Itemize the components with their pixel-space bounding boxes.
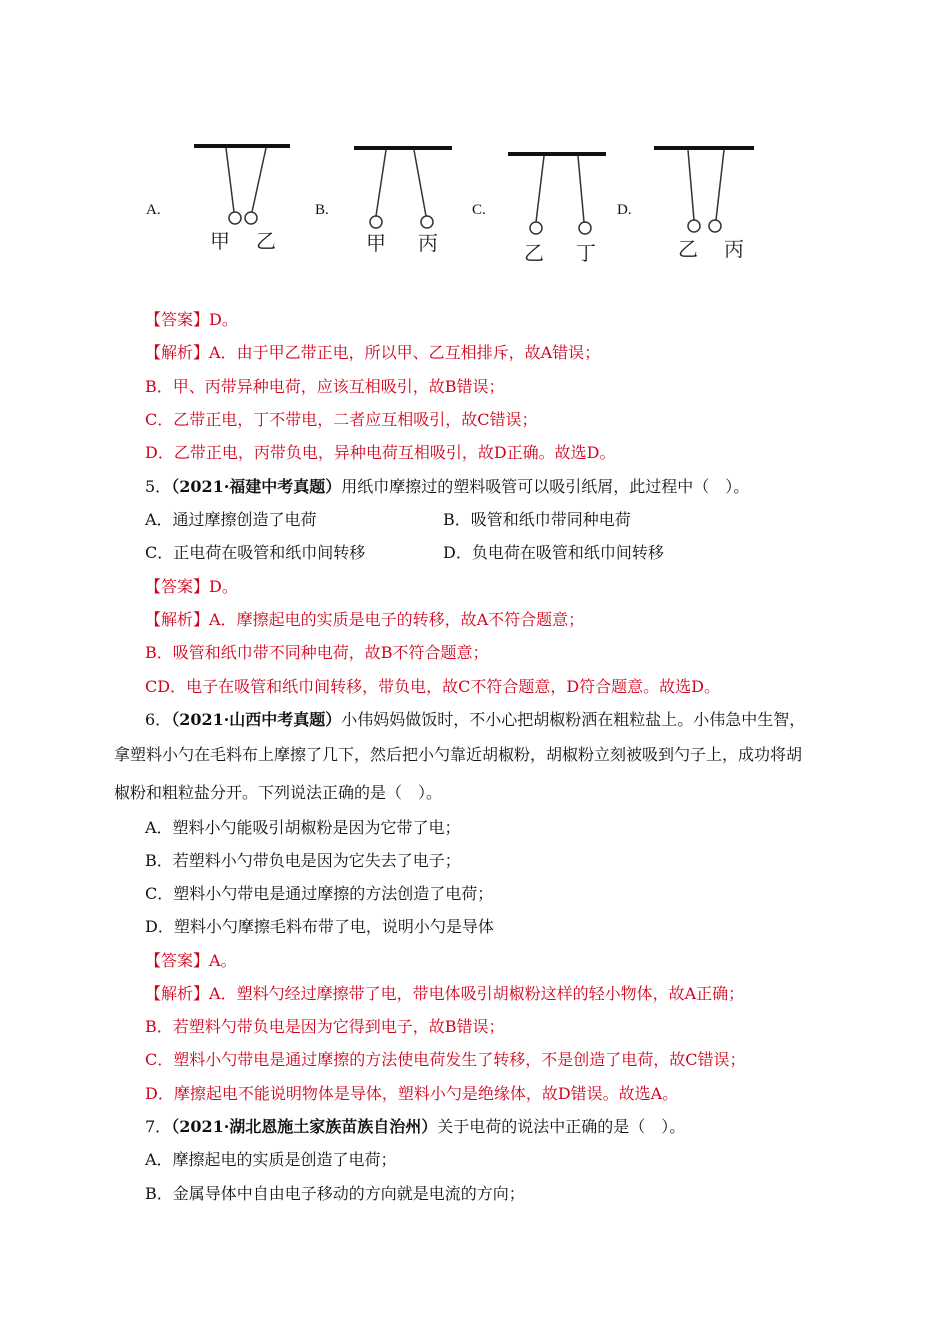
q6-answer: 【答案】A。 — [145, 951, 237, 970]
pendulum-d-label-1: 乙 — [678, 237, 698, 261]
option-d-letter: D. — [617, 202, 632, 218]
q5-stem: 5．（2021·福建中考真题）用纸巾摩擦过的塑料吸管可以吸引纸屑，此过程中（ ）。 — [145, 477, 750, 496]
q7-option-b: B．金属导体中自由电子移动的方向就是电流的方向； — [145, 1184, 525, 1203]
q5-analysis-2: B．吸管和纸巾带不同种电荷，故B不符合题意； — [145, 643, 489, 662]
q4-analysis-2: B．甲、丙带异种电荷，应该互相吸引，故B错误； — [145, 377, 505, 396]
pendulum-a-label-1: 甲 — [210, 229, 230, 253]
q5-option-b: B．吸管和纸巾带同种电荷 — [443, 510, 631, 529]
q6-option-d: D．塑料小勺摩擦毛料布带了电，说明小勺是导体 — [145, 917, 494, 936]
pendulum-d-label-2: 丙 — [724, 237, 744, 261]
q5-options-row-2 — [0, 543, 950, 563]
q5-analysis-1: 【解析】A．摩擦起电的实质是电子的转移，故A不符合题意； — [145, 610, 585, 629]
q6-analysis-1: 【解析】A．塑料勺经过摩擦带了电，带电体吸引胡椒粉这样的轻小物体，故A正确； — [145, 984, 745, 1003]
q7-stem: 7．（2021·湖北恩施土家族苗族自治州）关于电荷的说法中正确的是（ ）。 — [145, 1117, 686, 1136]
q5-answer: 【答案】D。 — [145, 577, 238, 596]
q6-option-b: B．若塑料小勺带负电是因为它失去了电子； — [145, 851, 461, 870]
pendulum-b-label-1: 甲 — [366, 231, 386, 255]
pendulum-c-diagram — [506, 130, 616, 265]
q5-analysis-3: CD．电子在吸管和纸巾间转移，带负电，故C不符合题意，D符合题意。故选D。 — [145, 677, 720, 696]
q4-analysis-4: D．乙带正电，丙带负电，异种电荷互相吸引，故D正确。故选D。 — [145, 443, 616, 462]
q7-option-a: A．摩擦起电的实质是创造了电荷； — [145, 1150, 397, 1169]
pendulum-a-label-2: 乙 — [256, 229, 276, 253]
option-a-letter: A. — [146, 202, 161, 218]
q6-analysis-3: C．塑料小勺带电是通过摩擦的方法使电荷发生了转移，不是创造了电荷，故C错误； — [145, 1050, 746, 1069]
q4-analysis-3: C．乙带正电，丁不带电，二者应互相吸引，故C错误； — [145, 410, 538, 429]
pendulum-a-diagram — [190, 130, 300, 260]
option-c-letter: C. — [472, 202, 486, 218]
option-b-letter: B. — [315, 202, 329, 218]
q5-options-row-1 — [0, 510, 950, 530]
q6-stem-3: 椒粉和粗粒盐分开。下列说法正确的是（ ）。 — [114, 783, 443, 802]
q6-option-c: C．塑料小勺带电是通过摩擦的方法创造了电荷； — [145, 884, 494, 903]
q6-stem-2: 拿塑料小勺在毛料布上摩擦了几下，然后把小勺靠近胡椒粉，胡椒粉立刻被吸到勺子上，成功将胡 — [114, 745, 803, 764]
q6-analysis-4: D．摩擦起电不能说明物体是导体，塑料小勺是绝缘体，故D错误。故选A。 — [145, 1084, 679, 1103]
q5-option-a: A．通过摩擦创造了电荷 — [145, 510, 317, 529]
q5-option-c: C．正电荷在吸管和纸巾间转移 — [145, 543, 366, 562]
pendulum-d-diagram — [652, 130, 762, 260]
q6-stem-1: 6．（2021·山西中考真题）小伟妈妈做饭时，不小心把胡椒粉洒在粗粒盐上。小伟急中生智， — [145, 710, 806, 729]
pendulum-c-label-1: 乙 — [524, 241, 544, 265]
pendulum-b-label-2: 丙 — [418, 231, 438, 255]
pendulum-c-label-2: 丁 — [576, 241, 596, 265]
pendulum-figure — [0, 130, 950, 280]
pendulum-b-diagram — [352, 130, 462, 260]
q4-answer: 【答案】D。 — [145, 310, 238, 329]
q5-option-d: D．负电荷在吸管和纸巾间转移 — [443, 543, 664, 562]
q6-option-a: A．塑料小勺能吸引胡椒粉是因为它带了电； — [145, 818, 461, 837]
q4-analysis-1: 【解析】A．由于甲乙带正电，所以甲、乙互相排斥，故A错误； — [145, 343, 601, 362]
q6-analysis-2: B．若塑料勺带负电是因为它得到电子，故B错误； — [145, 1017, 505, 1036]
